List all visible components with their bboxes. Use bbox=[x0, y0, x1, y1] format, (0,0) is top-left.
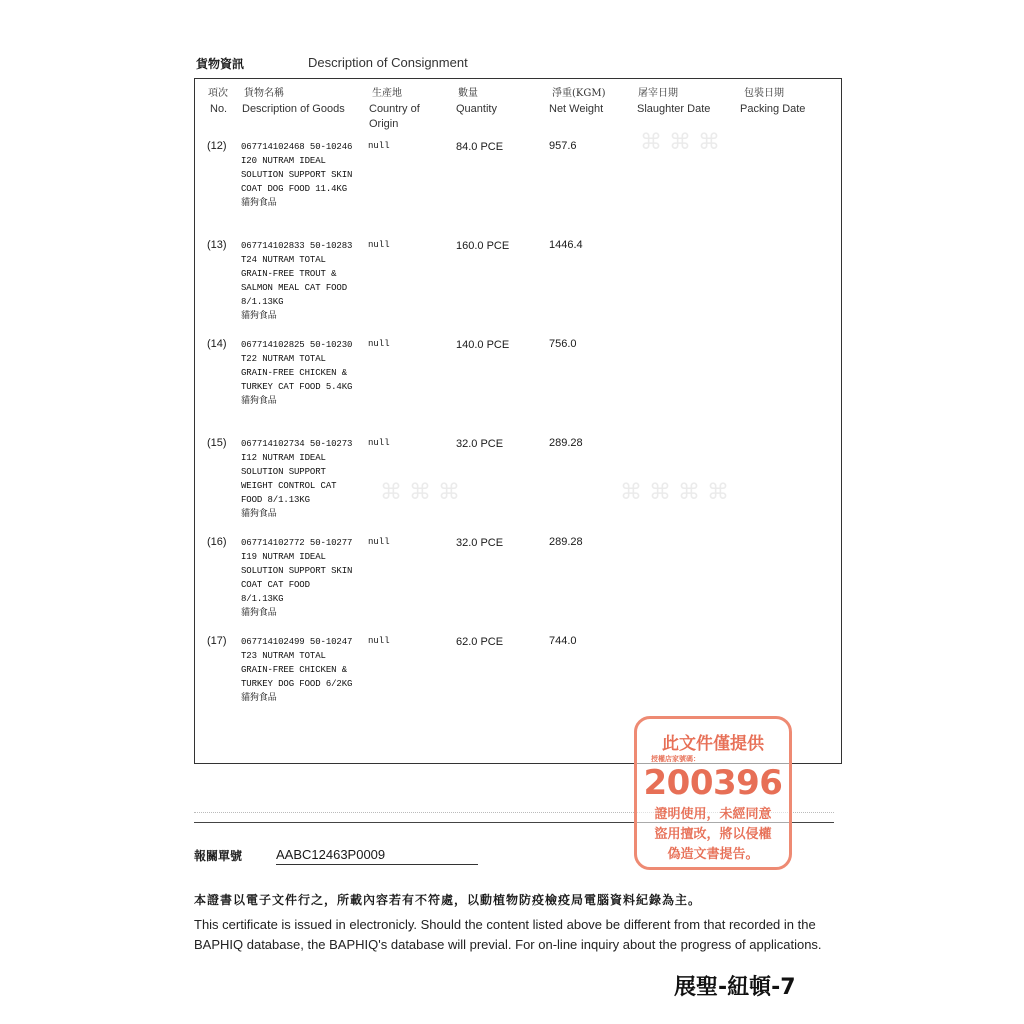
goods-description-line: I19 NUTRAM IDEAL bbox=[241, 552, 326, 562]
row-number: (17) bbox=[207, 635, 227, 647]
goods-category-zh: 貓狗食品 bbox=[241, 311, 277, 321]
goods-description-line: SALMON MEAL CAT FOOD bbox=[241, 283, 348, 293]
goods-description-line: 8/1.13KG bbox=[241, 594, 284, 604]
col-header-slaughter-en: Slaughter Date bbox=[637, 103, 711, 115]
goods-description-line: 067714102468 50-10246 bbox=[241, 142, 353, 152]
footer-tag: 展聖-紐頓-7 bbox=[674, 975, 796, 1000]
section-title-en: Description of Consignment bbox=[308, 55, 468, 70]
net-weight: 756.0 bbox=[549, 338, 577, 350]
col-header-weight-zh: 淨重(KGM) bbox=[552, 88, 606, 99]
col-header-no-en: No. bbox=[210, 103, 228, 115]
col-header-packing-en: Packing Date bbox=[740, 103, 806, 115]
row-number: (13) bbox=[207, 239, 227, 251]
net-weight: 289.28 bbox=[549, 536, 583, 548]
stamp-line-1: 此文件僅提供 bbox=[662, 734, 764, 754]
goods-category-zh: 貓狗食品 bbox=[241, 396, 277, 406]
goods-description-line: TURKEY CAT FOOD 5.4KG bbox=[241, 382, 353, 392]
country-of-origin: null bbox=[368, 438, 390, 448]
goods-description-line: I20 NUTRAM IDEAL bbox=[241, 156, 326, 166]
authorization-stamp bbox=[634, 716, 792, 870]
goods-description bbox=[241, 635, 366, 705]
goods-description-line: 067714102734 50-10273 bbox=[241, 439, 353, 449]
country-of-origin: null bbox=[368, 339, 390, 349]
goods-description-line: T24 NUTRAM TOTAL bbox=[241, 255, 326, 265]
goods-description bbox=[241, 140, 366, 210]
quantity: 32.0 PCE bbox=[456, 438, 504, 450]
goods-description-line: 067714102772 50-10277 bbox=[241, 538, 353, 548]
declaration-number: AABC12463P0009 bbox=[276, 847, 386, 862]
col-header-qty-en: Quantity bbox=[456, 103, 497, 115]
goods-category-zh: 貓狗食品 bbox=[241, 509, 277, 519]
net-weight: 744.0 bbox=[549, 635, 577, 647]
net-weight: 1446.4 bbox=[549, 239, 583, 251]
quantity: 160.0 PCE bbox=[456, 240, 510, 252]
row-number: (16) bbox=[207, 536, 227, 548]
col-header-slaughter-zh: 屠宰日期 bbox=[638, 88, 678, 99]
stamp-line-4: 盜用擅改，將以侵權 bbox=[654, 827, 772, 842]
goods-category-zh: 貓狗食品 bbox=[241, 693, 277, 703]
quantity: 84.0 PCE bbox=[456, 141, 504, 153]
goods-category-zh: 貓狗食品 bbox=[241, 608, 277, 618]
country-of-origin: null bbox=[368, 636, 390, 646]
section-title-zh: 貨物資訊 bbox=[196, 57, 245, 71]
goods-description-line: 067714102833 50-10283 bbox=[241, 241, 353, 251]
stamp-line-2: 授權店家號碼： bbox=[651, 755, 700, 763]
country-of-origin: null bbox=[368, 537, 390, 547]
quantity: 32.0 PCE bbox=[456, 537, 504, 549]
stamp-line-3: 證明使用，未經同意 bbox=[654, 807, 772, 822]
col-header-origin-zh: 生產地 bbox=[372, 88, 402, 99]
col-header-goods-zh: 貨物名稱 bbox=[244, 88, 284, 99]
goods-description-line: SOLUTION SUPPORT bbox=[241, 467, 326, 477]
goods-description-line: SOLUTION SUPPORT SKIN bbox=[241, 170, 353, 180]
col-header-qty-zh: 數量 bbox=[458, 88, 478, 99]
goods-description-line: 067714102499 50-10247 bbox=[241, 637, 353, 647]
col-header-goods-en: Description of Goods bbox=[242, 103, 345, 115]
goods-description-line: SOLUTION SUPPORT SKIN bbox=[241, 566, 353, 576]
country-of-origin: null bbox=[368, 141, 390, 151]
stamp-notice bbox=[637, 805, 789, 865]
goods-description-line: T22 NUTRAM TOTAL bbox=[241, 354, 326, 364]
goods-description-line: 067714102825 50-10230 bbox=[241, 340, 353, 350]
goods-description bbox=[241, 437, 366, 521]
goods-description-line: GRAIN-FREE CHICKEN & bbox=[241, 368, 348, 378]
col-header-no-zh: 項次 bbox=[208, 88, 228, 99]
watermark-ghost: ⌘ ⌘ ⌘ bbox=[640, 130, 720, 155]
declaration-underline bbox=[276, 864, 478, 865]
stamp-line-5: 偽造文書提告。 bbox=[667, 847, 759, 862]
country-of-origin: null bbox=[368, 240, 390, 250]
goods-description-line: 8/1.13KG bbox=[241, 297, 284, 307]
goods-description-line: GRAIN-FREE CHICKEN & bbox=[241, 665, 348, 675]
net-weight: 957.6 bbox=[549, 140, 577, 152]
row-number: (12) bbox=[207, 140, 227, 152]
col-header-packing-zh: 包裝日期 bbox=[744, 88, 784, 99]
goods-category-zh: 貓狗食品 bbox=[241, 198, 277, 208]
goods-description-line: WEIGHT CONTROL CAT bbox=[241, 481, 337, 491]
certificate-statement-en: This certificate is issued in electronicly. Should the content listed above be different from that recorded in the BAPHIQ database, the BAPHIQ's database will previal. For on-line inquiry about the progress of applications. bbox=[194, 917, 822, 952]
watermark-ghost: ⌘ ⌘ ⌘ ⌘ bbox=[620, 480, 729, 505]
col-header-origin-en: Country of Origin bbox=[369, 103, 420, 130]
certificate-statement-zh: 本證書以電子文件行之，所載內容若有不符處，以動植物防疫檢疫局電腦資料紀錄為主。 bbox=[194, 893, 702, 907]
goods-description bbox=[241, 536, 366, 620]
goods-description bbox=[241, 338, 366, 408]
goods-description-line: GRAIN-FREE TROUT & bbox=[241, 269, 337, 279]
declaration-label: 報關單號 bbox=[194, 849, 243, 863]
goods-description-line: T23 NUTRAM TOTAL bbox=[241, 651, 326, 661]
row-number: (15) bbox=[207, 437, 227, 449]
col-header-weight-en: Net Weight bbox=[549, 103, 604, 115]
goods-description bbox=[241, 239, 366, 323]
row-number: (14) bbox=[207, 338, 227, 350]
stamp-number: 200396 bbox=[643, 763, 783, 803]
quantity: 62.0 PCE bbox=[456, 636, 504, 648]
net-weight: 289.28 bbox=[549, 437, 583, 449]
goods-description-line: I12 NUTRAM IDEAL bbox=[241, 453, 326, 463]
watermark-ghost: ⌘ ⌘ ⌘ bbox=[380, 480, 460, 505]
goods-description-line: COAT DOG FOOD 11.4KG bbox=[241, 184, 348, 194]
goods-description-line: FOOD 8/1.13KG bbox=[241, 495, 310, 505]
goods-description-line: TURKEY DOG FOOD 6/2KG bbox=[241, 679, 353, 689]
quantity: 140.0 PCE bbox=[456, 339, 510, 351]
goods-description-line: COAT CAT FOOD bbox=[241, 580, 310, 590]
